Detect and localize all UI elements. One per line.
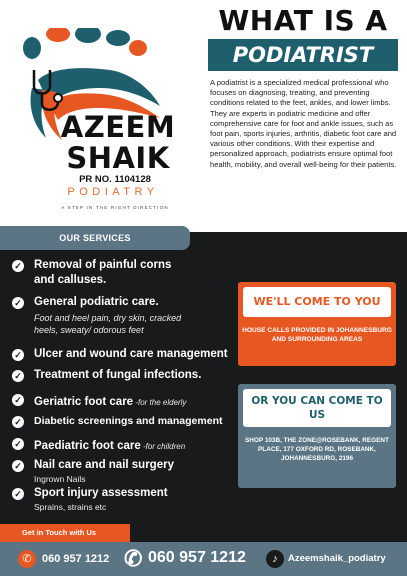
contact-heading: Get in Touch with Us — [0, 524, 130, 542]
check-icon: ✓ — [12, 349, 24, 361]
whatsapp-icon: ✆ — [18, 550, 36, 568]
phone-number[interactable]: 060 957 1212 — [148, 549, 246, 566]
check-icon: ✓ — [12, 260, 24, 272]
check-icon: ✓ — [12, 438, 24, 450]
services-heading: OUR SERVICES — [0, 226, 190, 250]
brand-name-line1: AZEEM — [60, 110, 176, 144]
check-icon: ✓ — [12, 394, 24, 406]
stethoscope-icon — [26, 66, 66, 116]
top-section — [0, 0, 407, 232]
visit-card — [238, 384, 396, 488]
pr-number: PR NO. 1104128 — [79, 174, 151, 185]
brand-name-line2: SHAIK — [66, 141, 170, 175]
house-calls-card — [238, 282, 396, 366]
tiktok-icon: ♪ — [266, 550, 284, 568]
page-title-line2: PODIATRIST — [208, 39, 398, 71]
visit-address: SHOP 103B, THE ZONE@ROSEBANK, REGENT PLACE, 177 OXFORD RD, ROSEBANK, JOHANNESBURG, 2196 — [245, 437, 389, 462]
house-calls-heading: WE'LL COME TO YOU — [243, 287, 391, 317]
whatsapp-number[interactable]: 060 957 1212 — [42, 553, 110, 565]
brand-tagline: A STEP IN THE RIGHT DIRECTION — [61, 205, 169, 210]
check-icon: ✓ — [12, 460, 24, 472]
check-icon: ✓ — [12, 370, 24, 382]
page-title-line1: WHAT IS A — [218, 4, 388, 37]
check-icon: ✓ — [12, 488, 24, 500]
phone-icon: ✆ — [124, 546, 143, 571]
house-calls-details: HOUSE CALLS PROVIDED IN JOHANNESBURG AND SURROUNDING AREAS — [242, 327, 392, 343]
check-icon: ✓ — [12, 416, 24, 428]
tiktok-handle[interactable]: Azeemshaik_podiatry — [288, 553, 386, 564]
check-icon: ✓ — [12, 297, 24, 309]
visit-heading: OR YOU CAN COME TO US — [243, 389, 391, 427]
brand-subtitle: PODIATRY — [67, 186, 159, 198]
intro-paragraph: A podiatrist is a specialized medical professional who focuses on diagnosing, treating, and preventing conditions related to the feet, ankles, and lower limbs. They are experts in podiatric medicine and offer comprehensive care for foot and ankle issues, such as foot pain, sports injuries, arthritis, diabetic foot care and various other conditions. With their expertise and personalized approach, podiatrists ensure optimal foot health, mobility, and overall well-being for their patients. — [210, 78, 397, 169]
brand-name — [58, 112, 178, 174]
